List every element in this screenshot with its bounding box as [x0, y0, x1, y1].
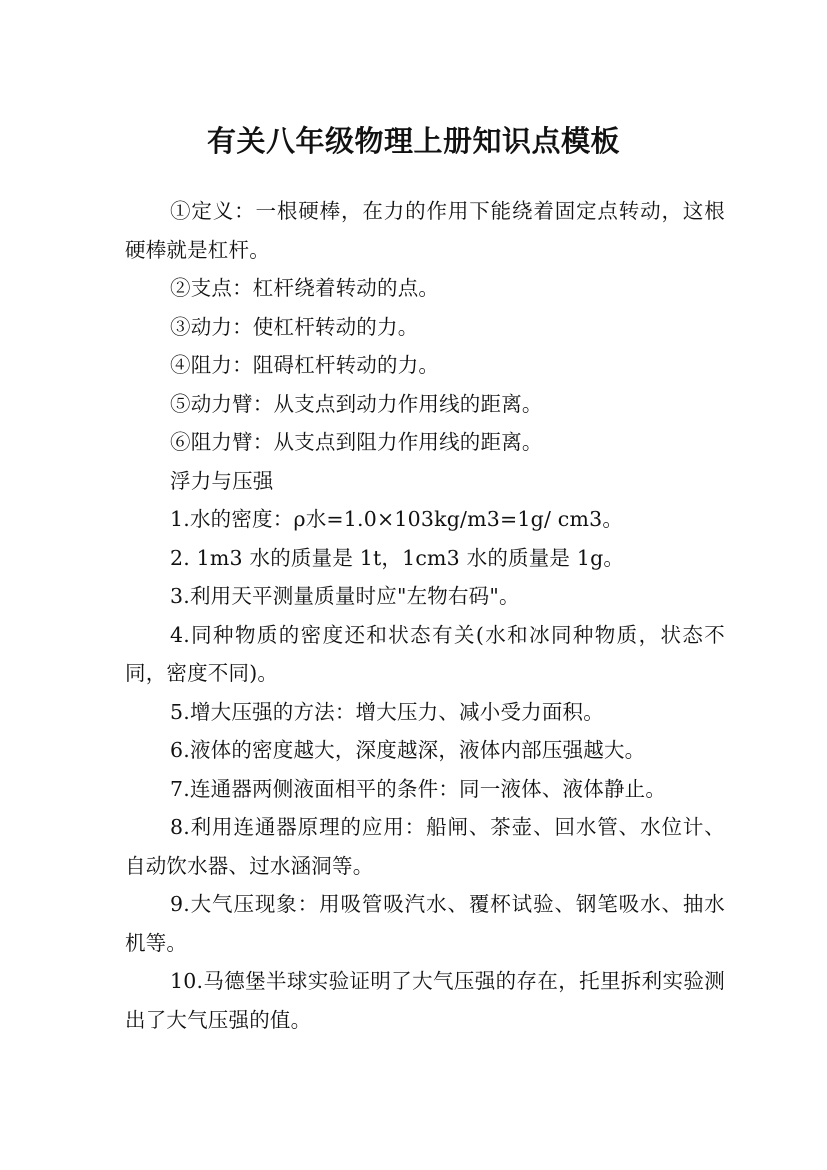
document-body [125, 192, 725, 1039]
paragraph-resistance-arm: ⑥阻力臂：从支点到阻力作用线的距离。 [170, 430, 543, 454]
document-title: 有关八年级物理上册知识点模板 [206, 124, 620, 159]
paragraph-item-6: 6.液体的密度越大，深度越深，液体内部压强越大。 [170, 738, 646, 762]
paragraph-item-1: 1.水的密度：ρ水=1.0×103kg/m3=1g/ cm3。 [170, 507, 624, 531]
paragraph-lever-definition: ①定义：一根硬棒，在力的作用下能绕着固定点转动，这根硬棒就是杠杆。 [125, 199, 725, 262]
paragraph-item-10: 10.马德堡半球实验证明了大气压强的存在，托里拆利实验测出了大气压强的值。 [125, 969, 725, 1032]
paragraph-item-4: 4.同种物质的密度还和状态有关(水和冰同种物质，状态不同，密度不同)。 [125, 622, 725, 685]
section-heading-buoyancy-pressure: 浮力与压强 [170, 468, 274, 493]
paragraph-item-9: 9.大气压现象：用吸管吸汽水、覆杯试验、钢笔吸水、抽水机等。 [125, 892, 725, 955]
paragraph-resistance-force: ④阻力：阻碍杠杆转动的力。 [170, 353, 440, 377]
paragraph-fulcrum: ②支点：杠杆绕着转动的点。 [170, 276, 440, 300]
paragraph-effort-force: ③动力：使杠杆转动的力。 [170, 314, 419, 339]
paragraph-effort-arm: ⑤动力臂：从支点到动力作用线的距离。 [170, 391, 543, 416]
paragraph-item-8: 8.利用连通器原理的应用：船闸、茶壶、回水管、水位计、自动饮水器、过水涵洞等。 [125, 815, 725, 878]
paragraph-item-7: 7.连通器两侧液面相平的条件：同一液体、液体静止。 [170, 776, 667, 801]
paragraph-item-2: 2. 1m3 水的质量是 1t，1cm3 水的质量是 1g。 [170, 545, 625, 570]
paragraph-item-5: 5.增大压强的方法：增大压力、减小受力面积。 [170, 699, 604, 724]
paragraph-item-3: 3.利用天平测量质量时应"左物右码"。 [170, 584, 520, 608]
